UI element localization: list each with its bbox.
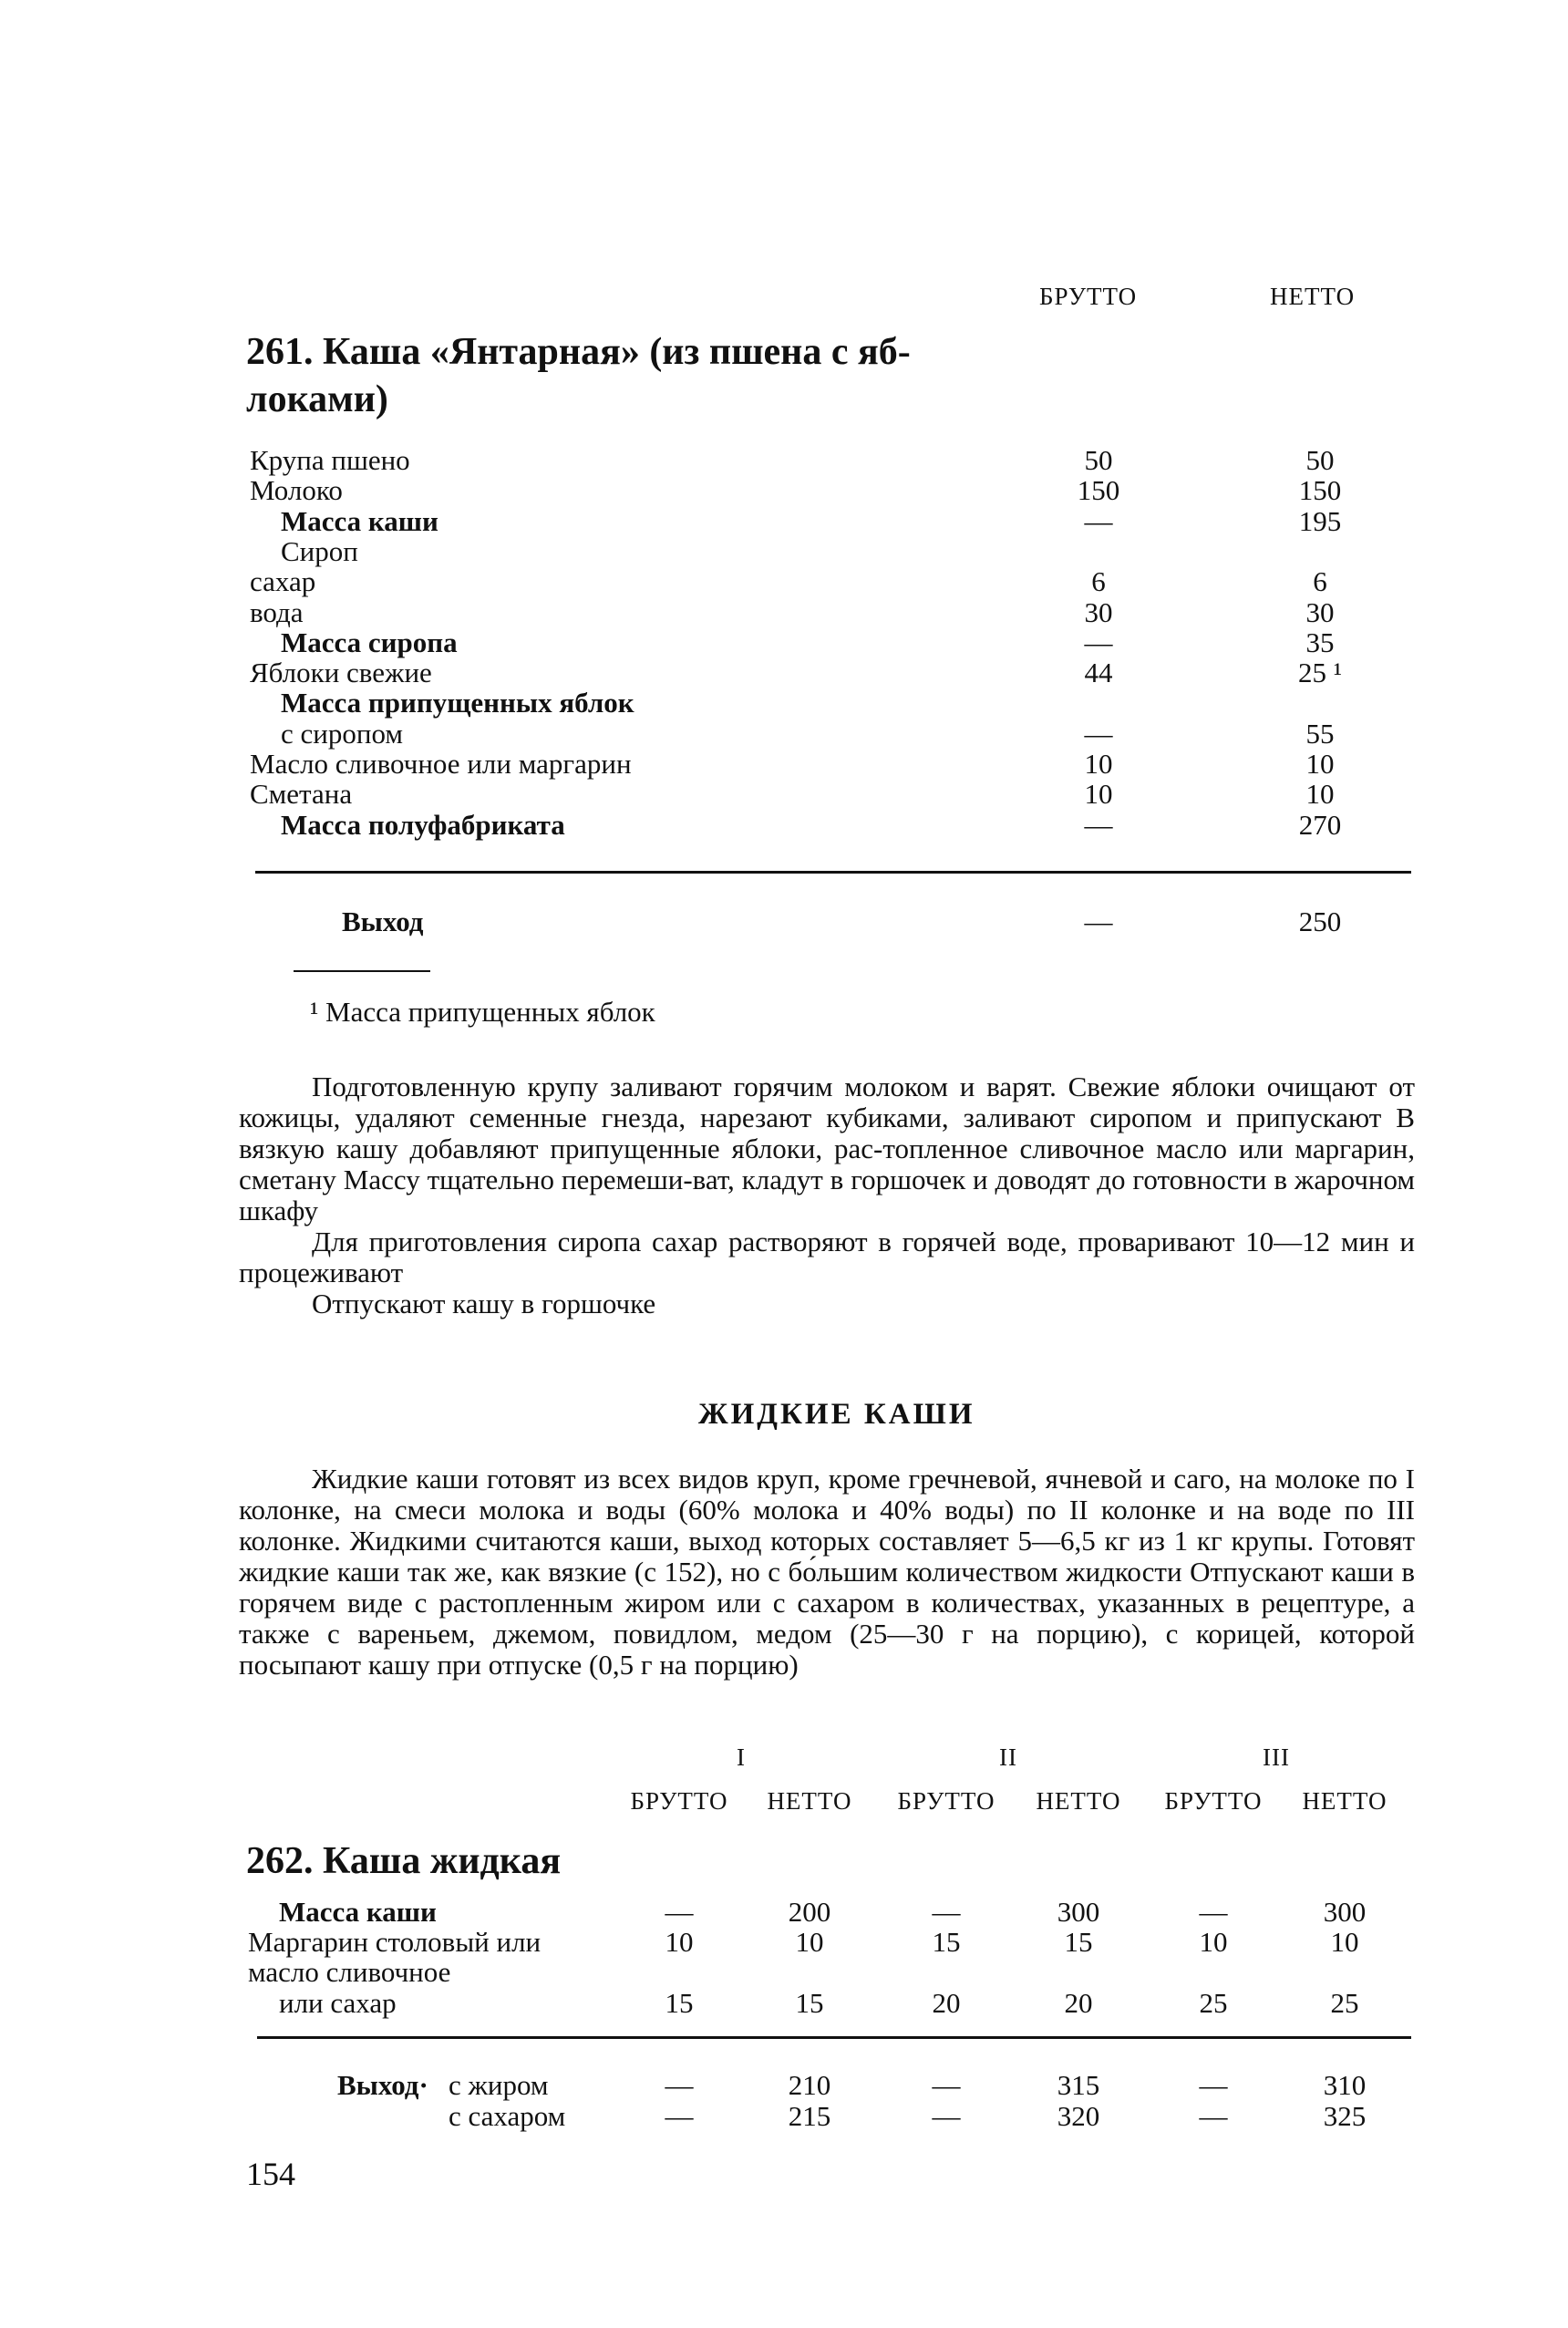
ingredient-netto: 10 bbox=[1305, 748, 1335, 780]
ingredient-value: 10 bbox=[1199, 1926, 1228, 1958]
ingredient-value: 25 bbox=[1330, 1987, 1359, 2019]
ingredient-brutto: — bbox=[1084, 505, 1113, 537]
ingredient-netto: 55 bbox=[1305, 718, 1335, 750]
col-header-brutto: БРУТТО bbox=[897, 1787, 995, 1815]
ingredient-name: масло сливочное bbox=[248, 1956, 451, 1988]
ingredient-netto: 150 bbox=[1298, 474, 1342, 506]
recipe-261-title-line2: локами) bbox=[246, 378, 388, 420]
ingredient-brutto: 50 bbox=[1084, 444, 1113, 476]
ingredient-name: сахар bbox=[250, 565, 316, 597]
ingredient-brutto: 44 bbox=[1084, 657, 1113, 688]
recipe-261-title bbox=[246, 328, 911, 423]
ingredient-value: 200 bbox=[788, 1896, 831, 1928]
col-header-brutto: БРУТТО bbox=[1164, 1787, 1263, 1815]
output-netto: 250 bbox=[1298, 905, 1342, 937]
ingredient-name: Маргарин столовый или bbox=[248, 1926, 542, 1958]
ingredient-value: 300 bbox=[1057, 1896, 1100, 1928]
ingredient-netto: 50 bbox=[1305, 444, 1335, 476]
ingredient-netto: 6 bbox=[1313, 565, 1327, 597]
ingredient-name: Масса сиропа bbox=[281, 626, 458, 658]
output-value: 215 bbox=[788, 2100, 831, 2132]
ingredient-netto: 30 bbox=[1305, 596, 1335, 628]
output-value: — bbox=[932, 2069, 961, 2101]
ingredient-name: вода bbox=[250, 596, 304, 628]
ingredient-brutto: 150 bbox=[1077, 474, 1120, 506]
instructions-paragraph-2: Для приготовления сиропа сахар растворяют в горячей воде, проваривают 10—12 мин и процеживают bbox=[239, 1226, 1415, 1288]
ingredient-value: 15 bbox=[665, 1987, 694, 2019]
ingredient-brutto: — bbox=[1084, 626, 1113, 658]
ingredient-name: Яблоки свежие bbox=[250, 657, 432, 688]
output-value: — bbox=[665, 2069, 694, 2101]
ingredient-name: Масса каши bbox=[281, 505, 438, 537]
output-label-2: Выход· bbox=[337, 2069, 428, 2101]
output-value: 325 bbox=[1323, 2100, 1367, 2132]
footnote: ¹ Масса припущенных яблок bbox=[310, 996, 655, 1028]
ingredient-netto: 10 bbox=[1305, 778, 1335, 810]
output-row-label: с жиром bbox=[449, 2069, 549, 2101]
recipe-261-instructions bbox=[239, 1071, 1415, 1319]
ingredient-name: Сироп bbox=[281, 535, 358, 567]
output-value: 315 bbox=[1057, 2069, 1100, 2101]
ingredient-value: 15 bbox=[795, 1987, 824, 2019]
table-rule-2 bbox=[257, 2036, 1411, 2039]
ingredient-brutto: 30 bbox=[1084, 596, 1113, 628]
ingredient-name: Молоко bbox=[250, 474, 343, 506]
group-header-3: III bbox=[1263, 1743, 1290, 1771]
ingredient-name: Масса полуфабриката bbox=[281, 809, 565, 841]
col-header-netto: НЕТТО bbox=[1302, 1787, 1387, 1815]
ingredient-name: или сахар bbox=[279, 1987, 397, 2019]
group-header-2: II bbox=[999, 1743, 1017, 1771]
ingredient-name: Сметана bbox=[250, 778, 353, 810]
table-rule bbox=[255, 871, 1411, 874]
ingredient-value: — bbox=[1199, 1896, 1228, 1928]
page-number: 154 bbox=[246, 2156, 295, 2192]
ingredient-brutto: — bbox=[1084, 718, 1113, 750]
ingredient-netto: 195 bbox=[1298, 505, 1342, 537]
ingredient-brutto: 10 bbox=[1084, 748, 1113, 780]
output-brutto: — bbox=[1084, 905, 1113, 937]
group-header-1: I bbox=[737, 1743, 746, 1771]
section-paragraph: Жидкие каши готовят из всех видов круп, кроме гречневой, ячневой и саго, на молоке по I колонке, на смеси молока и воды (60% молока и 40% воды) по II колонке и на воде по III колонке. Жидкими считаются каши, выход которых составляет 5—6,5 кг из 1 кг крупы. Готовят жидкие каши так же, как вязкие (с 152), но с бо́льшим количеством жидкости Отпускают каши в горячем виде с растопленным жиром или с сахаром в количествах, указанных в рецептуре, а также с вареньем, джемом, повидлом, медом (25—30 г на порцию), с корицей, которой посыпают кашу при отпуске (0,5 г на порцию) bbox=[239, 1463, 1415, 1681]
ingredient-value: — bbox=[932, 1896, 961, 1928]
col-header-netto: НЕТТО bbox=[1270, 283, 1356, 310]
ingredient-brutto: 10 bbox=[1084, 778, 1113, 810]
ingredient-brutto: — bbox=[1084, 809, 1113, 841]
ingredient-value: 10 bbox=[795, 1926, 824, 1958]
output-value: — bbox=[1199, 2100, 1228, 2132]
output-value: 310 bbox=[1323, 2069, 1367, 2101]
recipe-261-title-line1: 261. Каша «Янтарная» (из пшена с яб- bbox=[246, 331, 911, 373]
recipe-262-title: 262. Каша жидкая bbox=[246, 1840, 562, 1882]
ingredient-value: 20 bbox=[1064, 1987, 1093, 2019]
col-header-netto: НЕТТО bbox=[1036, 1787, 1121, 1815]
ingredient-value: 300 bbox=[1323, 1896, 1367, 1928]
ingredient-name: Масло сливочное или маргарин bbox=[250, 748, 632, 780]
section-heading: ЖИДКИЕ КАШИ bbox=[698, 1398, 975, 1431]
ingredient-netto: 25 ¹ bbox=[1297, 657, 1343, 688]
section-paragraph-block bbox=[239, 1464, 1415, 1681]
output-label: Выход bbox=[342, 905, 424, 937]
output-value: — bbox=[932, 2100, 961, 2132]
ingredient-name: Масса каши bbox=[279, 1896, 437, 1928]
output-value: 320 bbox=[1057, 2100, 1100, 2132]
output-value: — bbox=[665, 2100, 694, 2132]
ingredient-name: с сиропом bbox=[281, 718, 403, 750]
ingredient-value: 25 bbox=[1199, 1987, 1228, 2019]
ingredient-value: 15 bbox=[932, 1926, 961, 1958]
ingredient-value: 20 bbox=[932, 1987, 961, 2019]
ingredient-netto: 35 bbox=[1305, 626, 1335, 658]
ingredient-value: 10 bbox=[665, 1926, 694, 1958]
ingredient-value: — bbox=[665, 1896, 694, 1928]
footnote-rule bbox=[294, 970, 430, 972]
ingredient-name: Масса припущенных яблок bbox=[281, 687, 634, 719]
output-value: — bbox=[1199, 2069, 1228, 2101]
instructions-paragraph-1: Подготовленную крупу заливают горячим молоком и варят. Свежие яблоки очищают от кожицы, удаляют семенные гнезда, нарезают кубиками, заливают сиропом и припускают В вязкую кашу добавляют припущенные яблоки, рас-топленное сливочное масло или маргарин, сметану Массу тщательно перемеши-ват, кладут в горшочек и доводят до готовности в жарочном шкафу bbox=[239, 1071, 1415, 1226]
ingredient-brutto: 6 bbox=[1091, 565, 1106, 597]
output-value: 210 bbox=[788, 2069, 831, 2101]
ingredient-netto: 270 bbox=[1298, 809, 1342, 841]
col-header-brutto: БРУТТО bbox=[1039, 283, 1138, 310]
col-header-netto: НЕТТО bbox=[767, 1787, 852, 1815]
ingredient-value: 10 bbox=[1330, 1926, 1359, 1958]
output-row-label: с сахаром bbox=[449, 2100, 566, 2132]
instructions-paragraph-3: Отпускают кашу в горшочке bbox=[312, 1288, 656, 1319]
ingredient-value: 15 bbox=[1064, 1926, 1093, 1958]
col-header-brutto: БРУТТО bbox=[630, 1787, 728, 1815]
ingredient-name: Крупа пшено bbox=[250, 444, 410, 476]
